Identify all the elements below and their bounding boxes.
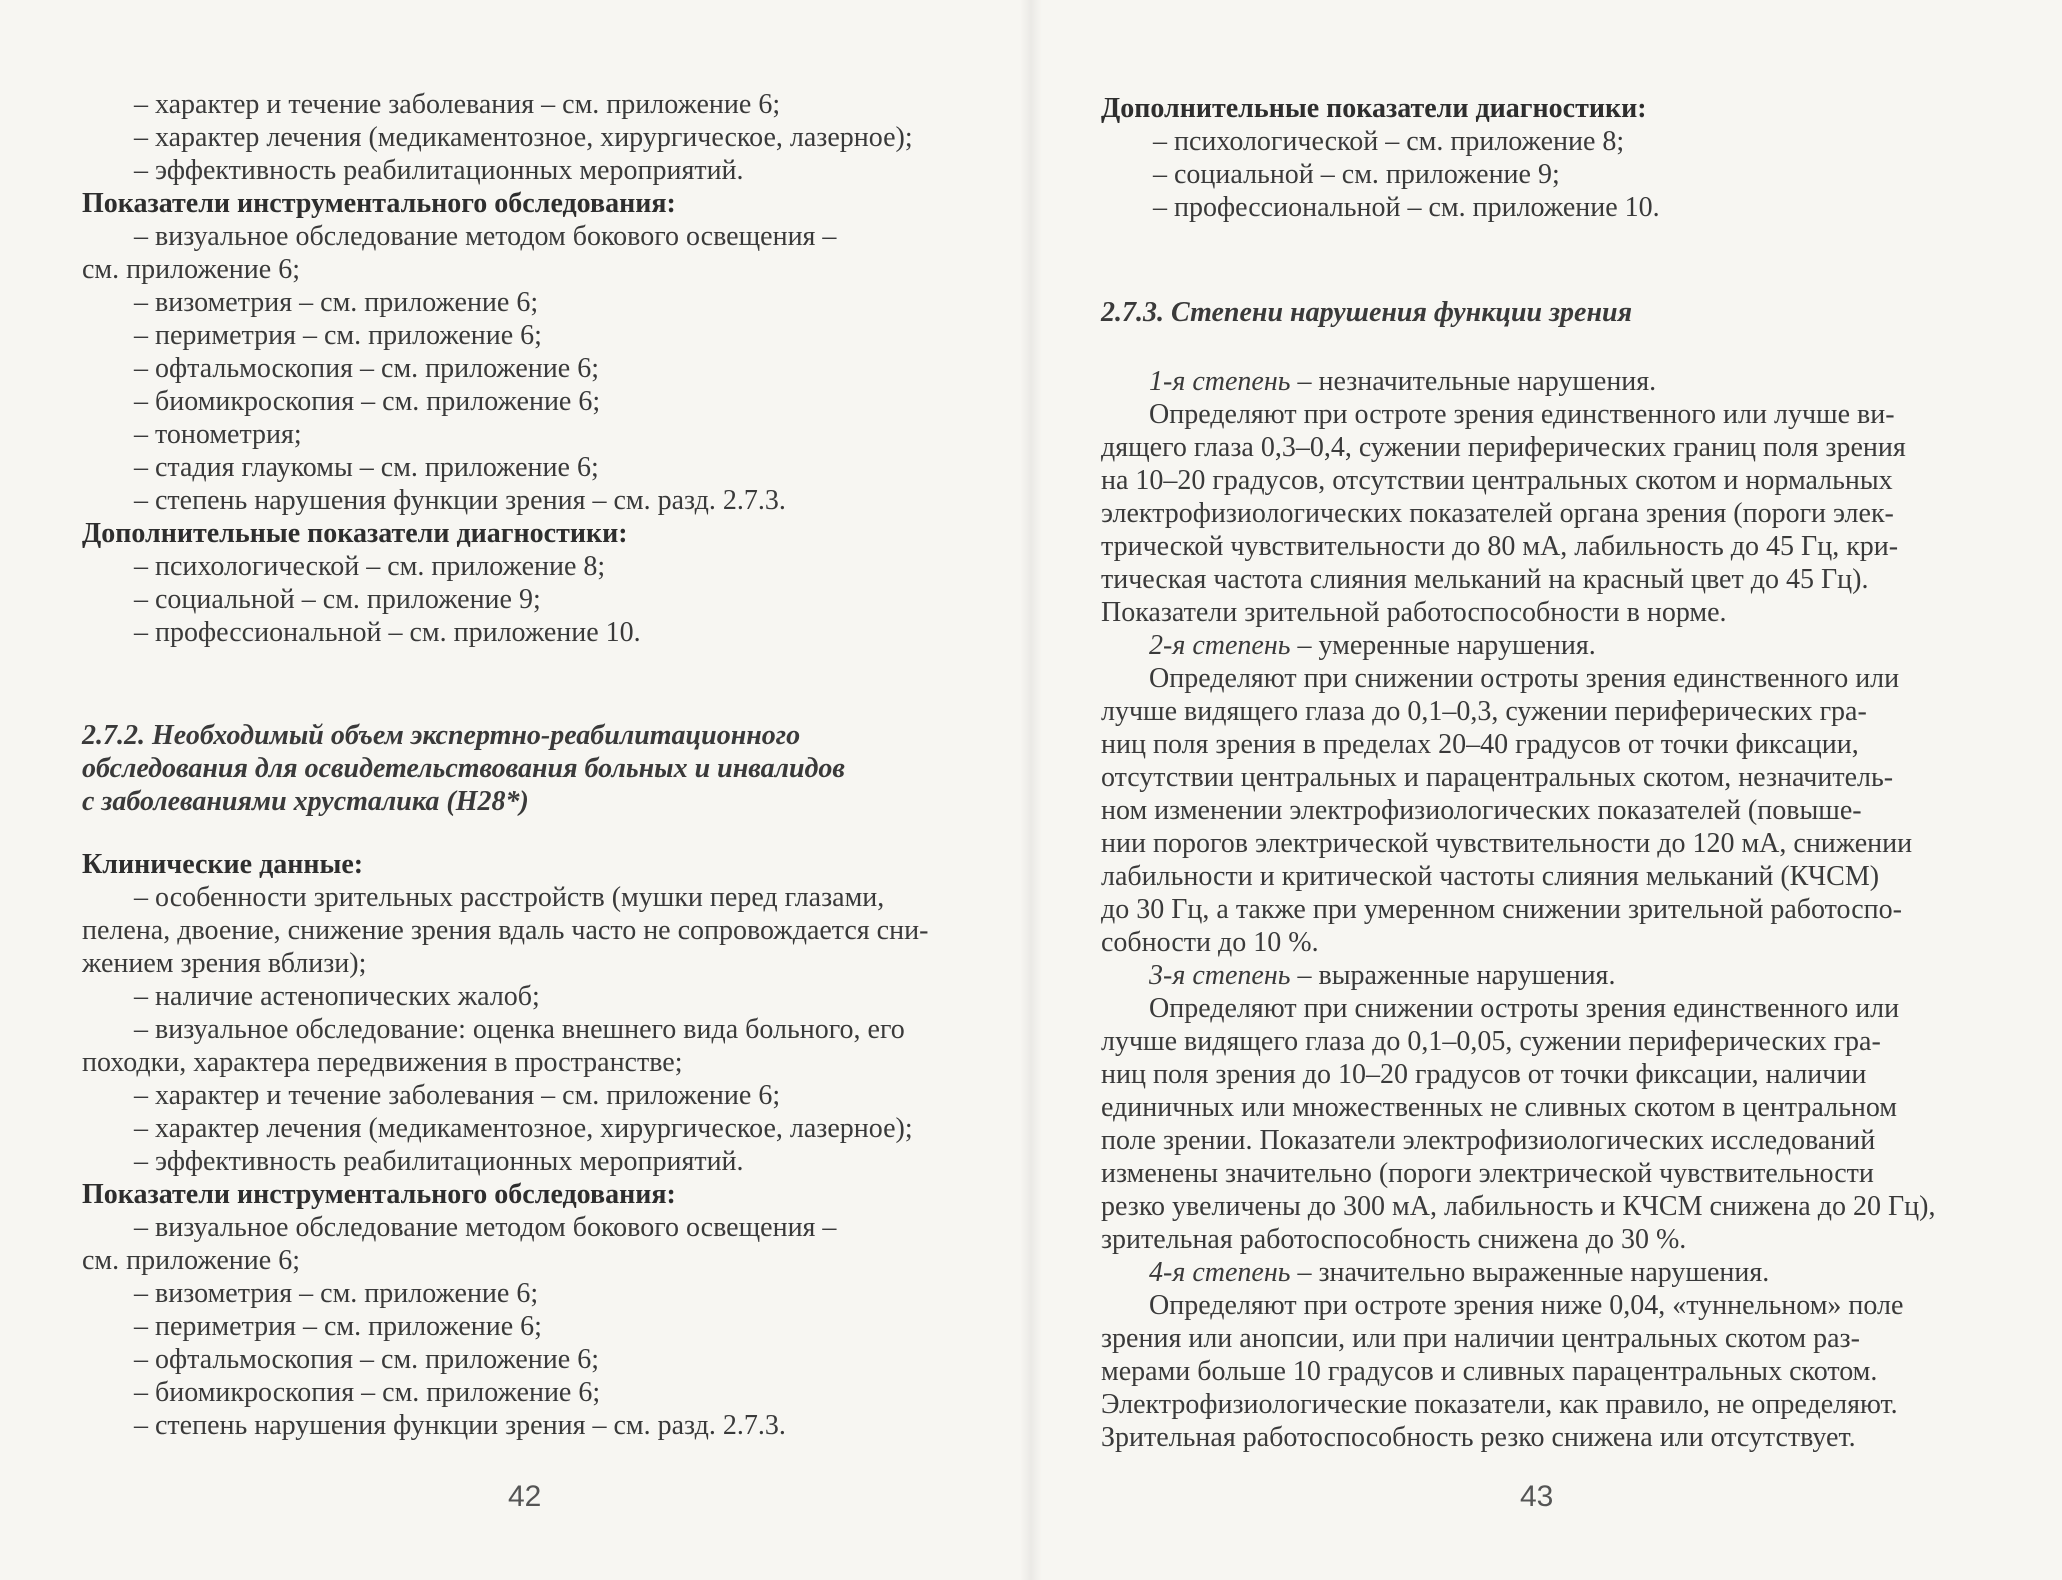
paragraph-line: на 10–20 градусов, отсутствии центральных скотом и нормальных (1101, 465, 1893, 496)
heading-instrumental: Показатели инструментального обследования: (82, 1179, 676, 1210)
paragraph-line: Показатели зрительной работоспособности в норме. (1101, 597, 1727, 628)
paragraph-line: зрительная работоспособность снижена до 30 %. (1101, 1224, 1687, 1255)
degree-3-label: 3-я степень (1149, 960, 1291, 991)
list-item: – социальной – см. приложение 9; (1153, 159, 1560, 190)
paragraph-line: до 30 Гц, а также при умеренном снижении зрительной работоспо- (1101, 894, 1902, 925)
list-item: – степень нарушения функции зрения – см. разд. 2.7.3. (134, 485, 786, 516)
list-item: – характер лечения (медикаментозное, хирургическое, лазерное); (134, 1113, 913, 1144)
list-item: – характер и течение заболевания – см. приложение 6; (134, 89, 781, 120)
list-item: – визуальное обследование методом бокового освещения – (134, 221, 837, 252)
list-item-continuation: жением зрения вблизи); (82, 948, 367, 979)
right-page (1031, 0, 2062, 1580)
degree-1-desc: – незначительные нарушения. (1290, 366, 1657, 397)
degree-3-desc: – выраженные нарушения. (1290, 960, 1616, 991)
list-item: – офтальмоскопия – см. приложение 6; (134, 353, 599, 384)
list-item: – визометрия – см. приложение 6; (134, 287, 539, 318)
section-title-line: обследования для освидетельствования больных и инвалидов (82, 753, 845, 784)
heading-additional: Дополнительные показатели диагностики: (1101, 93, 1647, 124)
list-item: – периметрия – см. приложение 6; (134, 320, 542, 351)
paragraph-line: мерами больше 10 градусов и сливных парацентральных скотом. (1101, 1356, 1878, 1387)
paragraph-line: тическая частота слияния мельканий на красный цвет до 45 Гц). (1101, 564, 1869, 595)
paragraph-line: собности до 10 %. (1101, 927, 1319, 958)
paragraph-line: лабильности и критической частоты слияния мельканий (КЧСМ) (1101, 861, 1880, 892)
list-item: – характер лечения (медикаментозное, хирургическое, лазерное); (134, 122, 913, 153)
paragraph-line: резко увеличены до 300 мА, лабильность и КЧСМ снижена до 20 Гц), (1101, 1191, 1936, 1222)
section-title: 2.7.3. Степени нарушения функции зрения (1101, 297, 1633, 328)
section-title-line: 2.7.2. Необходимый объем экспертно-реабилитационного (82, 720, 801, 751)
paragraph-line: Определяют при снижении остроты зрения единственного или (1149, 663, 1900, 694)
heading-clinical: Клинические данные: (82, 849, 364, 880)
paragraph-line: изменены значительно (пороги электрической чувствительности (1101, 1158, 1874, 1189)
list-item: – эффективность реабилитационных мероприятий. (134, 155, 744, 186)
list-item-continuation: пелена, двоение, снижение зрения вдаль часто не сопровождается сни- (82, 915, 929, 946)
degree-4-desc: – значительно выраженные нарушения. (1290, 1257, 1770, 1288)
list-item: – социальной – см. приложение 9; (134, 584, 541, 615)
list-item: – профессиональной – см. приложение 10. (134, 617, 641, 648)
list-item: – наличие астенопических жалоб; (134, 981, 540, 1012)
paragraph-line: трической чувствительности до 80 мА, лабильность до 45 Гц, кри- (1101, 531, 1899, 562)
paragraph-line: единичных или множественных не сливных скотом в центральном (1101, 1092, 1898, 1123)
paragraph-line: ном изменении электрофизиологических показателей (повыше- (1101, 795, 1862, 826)
list-item: – особенности зрительных расстройств (мушки перед глазами, (134, 882, 885, 913)
paragraph-line: нии порогов электрической чувствительности до 120 мА, снижении (1101, 828, 1913, 859)
list-item: – визуальное обследование методом бокового освещения – (134, 1212, 837, 1243)
paragraph-line: Определяют при остроте зрения единственного или лучше ви- (1149, 399, 1895, 430)
degree-1-heading (1101, 365, 2002, 398)
degree-1-label: 1-я степень (1149, 366, 1291, 397)
degree-4-label: 4-я степень (1149, 1257, 1291, 1288)
paragraph-line: Определяют при снижении остроты зрения единственного или (1149, 993, 1900, 1024)
paragraph-line: лучше видящего глаза до 0,1–0,3, сужении периферических гра- (1101, 696, 1867, 727)
degree-3-heading (1101, 959, 2002, 992)
degree-2-desc: – умеренные нарушения. (1290, 630, 1596, 661)
heading-additional: Дополнительные показатели диагностики: (82, 518, 628, 549)
list-item: – периметрия – см. приложение 6; (134, 1311, 542, 1342)
paragraph-line: дящего глаза 0,3–0,4, сужении периферических границ поля зрения (1101, 432, 1906, 463)
list-item: – психологической – см. приложение 8; (1153, 126, 1625, 157)
page-number-right: 43 (1520, 1480, 1554, 1513)
list-item: – биомикроскопия – см. приложение 6; (134, 1377, 601, 1408)
paragraph-line: Электрофизиологические показатели, как правило, не определяют. (1101, 1389, 1898, 1420)
list-item: – визометрия – см. приложение 6; (134, 1278, 539, 1309)
list-item: – биомикроскопия – см. приложение 6; (134, 386, 601, 417)
page-number-left: 42 (508, 1480, 542, 1513)
list-item-continuation: см. приложение 6; (82, 254, 300, 285)
list-item: – психологической – см. приложение 8; (134, 551, 606, 582)
list-item: – тонометрия; (134, 419, 302, 450)
list-item: – стадия глаукомы – см. приложение 6; (134, 452, 599, 483)
degree-2-heading (1101, 629, 2002, 662)
paragraph-line: ниц поля зрения до 10–20 градусов от точки фиксации, наличии (1101, 1059, 1867, 1090)
list-item: – характер и течение заболевания – см. приложение 6; (134, 1080, 781, 1111)
heading-instrumental: Показатели инструментального обследования: (82, 188, 676, 219)
degree-4-heading (1101, 1256, 2002, 1289)
paragraph-line: лучше видящего глаза до 0,1–0,05, сужении периферических гра- (1101, 1026, 1881, 1057)
paragraph-line: Определяют при остроте зрения ниже 0,04, «туннельном» поле (1149, 1290, 1904, 1321)
paragraph-line: зрения или анопсии, или при наличии центральных скотом раз- (1101, 1323, 1860, 1354)
paragraph-line: поле зрении. Показатели электрофизиологических исследований (1101, 1125, 1876, 1156)
list-item: – визуальное обследование: оценка внешнего вида больного, его (134, 1014, 905, 1045)
section-title-line: с заболеваниями хрусталика (H28*) (82, 786, 529, 817)
paragraph-line: ниц поля зрения в пределах 20–40 градусов от точки фиксации, (1101, 729, 1859, 760)
paragraph-line: отсутствии центральных и парацентральных скотом, незначитель- (1101, 762, 1894, 793)
paragraph-line: электрофизиологических показателей органа зрения (пороги элек- (1101, 498, 1894, 529)
paragraph-line: Зрительная работоспособность резко снижена или отсутствует. (1101, 1422, 1856, 1453)
list-item: – офтальмоскопия – см. приложение 6; (134, 1344, 599, 1375)
list-item: – степень нарушения функции зрения – см. разд. 2.7.3. (134, 1410, 786, 1441)
list-item-continuation: см. приложение 6; (82, 1245, 300, 1276)
degree-2-label: 2-я степень (1149, 630, 1291, 661)
list-item: – эффективность реабилитационных мероприятий. (134, 1146, 744, 1177)
list-item: – профессиональной – см. приложение 10. (1153, 192, 1660, 223)
list-item-continuation: походки, характера передвижения в пространстве; (82, 1047, 683, 1078)
